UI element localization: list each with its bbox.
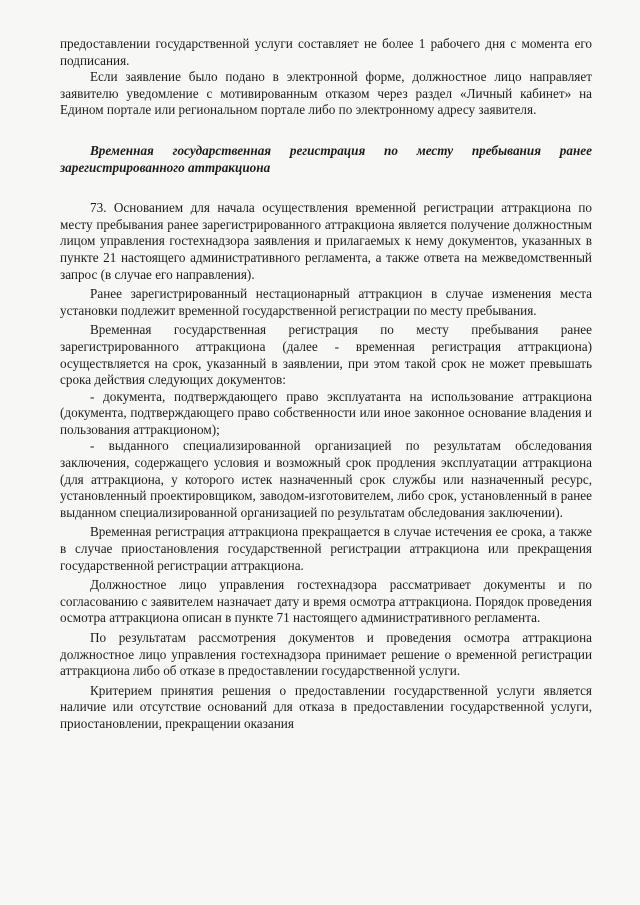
paragraph-termination: Временная регистрация аттракциона прекращается в случае истечения ее срока, а также в случае приостановления государственной регистрации аттракциона или прекращения государственной регистрации аттракциона. bbox=[60, 524, 592, 573]
paragraph-73: 73. Основанием для начала осуществления временной регистрации аттракциона по месту пребывания ранее зарегистрированного аттракциона является получение должностным лицом управления гостехнадзора заявления и прилагаемых к нему документов, указанных в пункте 21 настоящего административного регламента, а также ответа на межведомственный запрос (в случае его направления). bbox=[60, 200, 592, 282]
paragraph-electronic-refusal: Если заявление было подано в электронной форме, должностное лицо направляет заявителю уведомление с мотивированным отказом через раздел «Личный кабинет» на Едином портале или региональном портале либо по электронному адресу заявителя. bbox=[60, 69, 592, 118]
section-heading: Временная государственная регистрация по месту пребывания ранее зарегистрированного аттракциона bbox=[60, 142, 592, 175]
paragraph-decision: По результатам рассмотрения документов и проведения осмотра аттракциона должностное лицо управления гостехнадзора принимает решение о временной регистрации аттракциона либо об отказе в предоставлении государственной услуги. bbox=[60, 630, 592, 679]
list-item-ownership-document: - документа, подтверждающего право эксплуатанта на использование аттракциона (документа, подтверждающего право собственности или иное законное основание владения и пользования аттракционом); bbox=[60, 388, 592, 437]
paragraph-continuation: предоставлении государственной услуги составляет не более 1 рабочего дня с момента его подписания. bbox=[60, 36, 592, 68]
list-item-inspection-conclusion: - выданного специализированной организацией по результатам обследования заключения, содержащего условия и возможный срок продления эксплуатации аттракциона (для аттракциона, у которого истек назначенный срок службы или назначенный ресурс, установленный проектировщиком, заводом-изготовителем, либо срок, установленный в ранее выданном специализированной организацией по результатам обследования заключении). bbox=[60, 438, 592, 520]
paragraph-criterion: Критерием принятия решения о предоставлении государственной услуги является наличие или отсутствие оснований для отказа в предоставлении государственной услуги, приостановлении, прекращении оказания bbox=[60, 682, 592, 731]
paragraph-nonstationary: Ранее зарегистрированный нестационарный аттракцион в случае изменения места установки подлежит временной государственной регистрации по месту пребывания. bbox=[60, 286, 592, 318]
paragraph-temporary-registration: Временная государственная регистрация по месту пребывания ранее зарегистрированного аттракциона (далее - временная регистрация аттракциона) осуществляется на срок, указанный в заявлении, при этом такой срок не может превышать срока действия следующих документов: bbox=[60, 322, 592, 388]
paragraph-inspection-order: Должностное лицо управления гостехнадзора рассматривает документы и по согласованию с заявителем назначает дату и время осмотра аттракциона. Порядок проведения осмотра аттракциона описан в пункте 71 настоящего административного регламента. bbox=[60, 577, 592, 626]
